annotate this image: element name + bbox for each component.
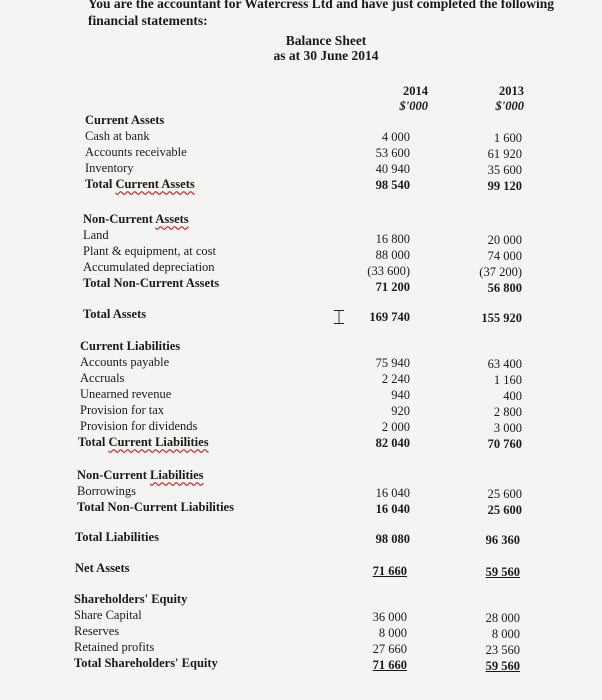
row-value-2013: 70 760 [487,437,522,451]
row-value-2013: 59 560 [485,659,520,673]
row-label: Total Shareholders' Equity [74,656,218,670]
row-value-2013: 25 600 [487,503,522,517]
row-label: Plant & equipment, at cost [83,244,216,258]
row-label: Land [83,228,109,242]
row-value-2014: 71 660 [372,564,407,578]
row-value-2014: 75 940 [375,356,410,370]
row-label: Non-Current Liabilities [77,468,204,482]
row-value-2013: 74 000 [487,249,522,263]
row-label: Accruals [80,371,125,385]
row-value-2014: 2 000 [381,420,410,434]
row-label: Current Assets [85,113,165,127]
column-header-2014 [358,84,428,114]
row-value-2013: 28 000 [485,611,520,625]
row-value-2013: 61 920 [487,147,522,161]
statement-title: Balance Sheet [285,33,367,48]
row-label: Accumulated depreciation [83,260,215,274]
row-value-2014: 2 240 [381,372,410,386]
row-label: Borrowings [77,484,137,498]
row-value-2014: 71 660 [372,658,407,672]
row-value-2013: 56 800 [487,281,522,295]
column-unit: $'000 [399,99,428,113]
row-label: Provision for dividends [80,419,198,433]
row-label: Unearned revenue [80,387,172,401]
row-value-2014: 36 000 [372,610,407,624]
row-value-2013: 25 600 [487,487,522,501]
row-value-2013: 1 600 [493,131,522,145]
row-label: Share Capital [74,608,142,622]
row-value-2014: 16 040 [375,486,410,500]
row-value-2013: 96 360 [485,533,520,547]
row-value-2014: 82 040 [375,436,410,450]
row-value-2013: 20 000 [487,233,522,247]
row-value-2013: 400 [503,389,522,403]
row-label: Shareholders' Equity [74,592,188,606]
row-value-2013: 8 000 [491,627,520,641]
row-value-2014: 88 000 [375,248,410,262]
row-label: Current Liabilities [80,339,181,353]
row-label: Non-Current Assets [83,212,189,226]
row-value-2014: 16 800 [375,232,410,246]
row-value-2013: 35 600 [487,163,522,177]
column-year: 2013 [499,84,524,98]
column-year: 2014 [403,84,428,98]
row-label: Net Assets [75,561,130,575]
row-label: Total Non-Current Liabilities [77,500,234,514]
row-label: Accounts payable [80,355,170,369]
text-cursor-icon: ⌶ [333,305,345,329]
intro-text: You are the accountant for Watercress Ltd and have just completed the following financial statements: [88,0,554,28]
row-label: Total Assets [83,307,147,321]
row-value-2014: 53 600 [375,146,410,160]
row-value-2013: 3 000 [493,421,522,435]
row-value-2014: 16 040 [375,502,410,516]
row-label: Cash at bank [85,129,150,143]
row-value-2013: 59 560 [485,565,520,579]
row-label: Inventory [85,161,134,175]
column-header-2013 [454,84,524,114]
row-value-2013: 23 560 [485,643,520,657]
row-label: Total Non-Current Assets [83,276,220,290]
row-value-2013: (37 200) [479,265,522,279]
column-unit: $'000 [495,99,524,113]
row-label: Accounts receivable [85,145,187,159]
row-value-2014: 8 000 [378,626,407,640]
row-value-2013: 99 120 [487,179,522,193]
row-label: Total Current Assets [85,177,195,191]
row-value-2014: 71 200 [375,280,410,294]
row-value-2014: 169 740 [369,310,410,324]
row-value-2014: (33 600) [367,264,410,278]
statement-subtitle: as at 30 June 2014 [273,48,379,63]
row-value-2014: 40 940 [375,162,410,176]
row-value-2013: 63 400 [487,357,522,371]
row-value-2014: 4 000 [381,130,410,144]
row-label: Total Liabilities [75,530,159,544]
row-label: Retained profits [74,640,155,654]
row-label: Provision for tax [80,403,165,417]
row-value-2014: 940 [391,388,410,402]
row-label: Total Current Liabilities [78,435,209,449]
row-value-2014: 98 540 [375,178,410,192]
row-value-2014: 98 080 [375,532,410,546]
row-value-2013: 155 920 [481,311,522,325]
row-value-2014: 920 [391,404,410,418]
row-label: Reserves [74,624,120,638]
row-value-2013: 2 800 [493,405,522,419]
row-value-2013: 1 160 [493,373,522,387]
row-value-2014: 27 660 [372,642,407,656]
